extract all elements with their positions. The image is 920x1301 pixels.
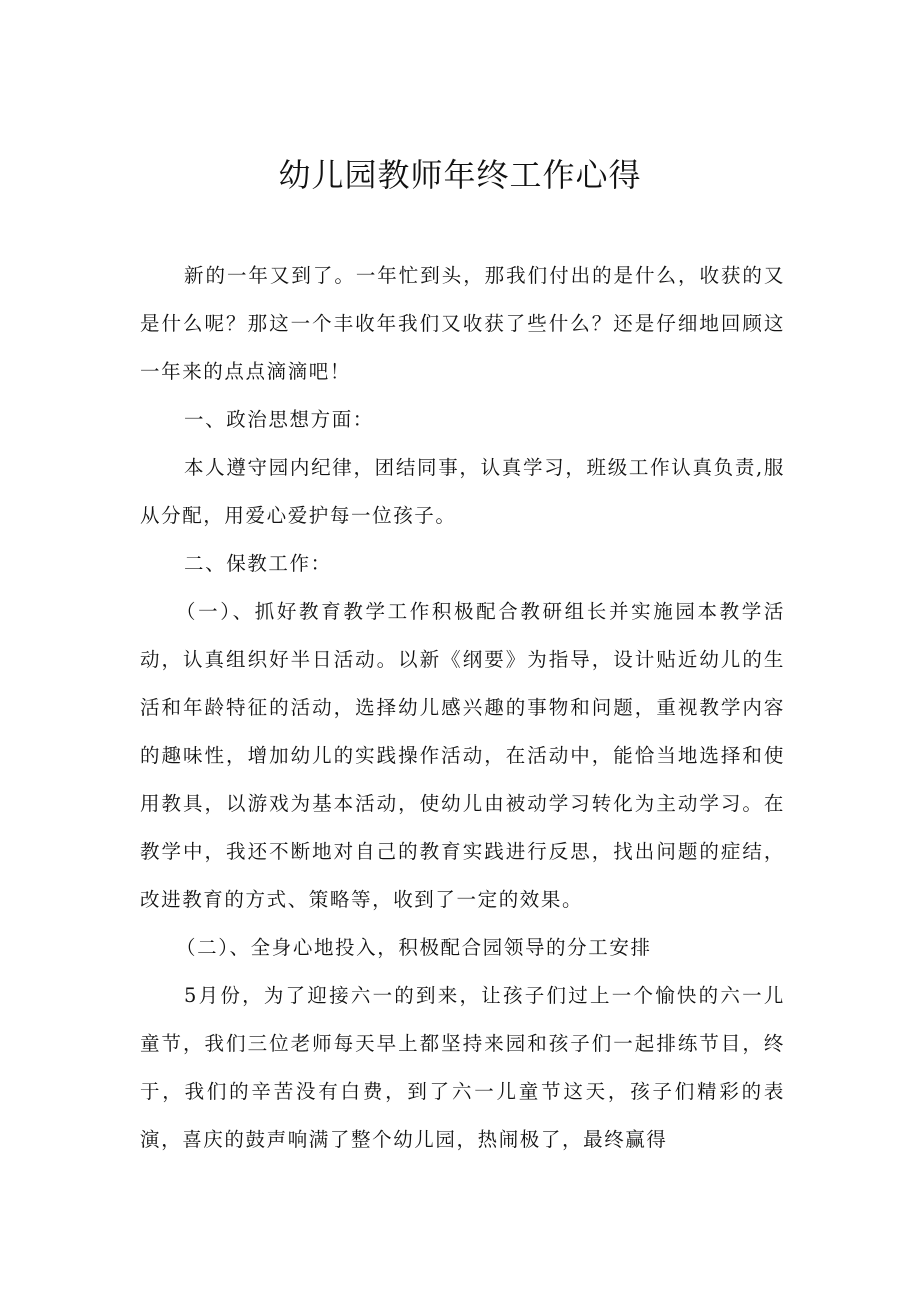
document-title: 幼儿园教师年终工作心得 [278,156,642,194]
paragraph-teaching-section-1: （一）、抓好教育教学工作积极配合教研组长并实施园本教学活动，认真组织好半日活动。以新《纲要》为指导，设计贴近幼儿的生活和年龄特征的活动，选择幼儿感兴趣的事物和问题，重视教学内容的趣味性，增加幼儿的实践操作活动，在活动中，能恰当地选择和使用教具，以游戏为基本活动，使幼儿由被动学习转化为主动学习。在教学中，我还不断地对自己的教育实践进行反思，找出问题的症结，改进教育的方式、策略等，收到了一定的效果。 [140,600,785,911]
heading-political-thought: 一、政治思想方面： [184,408,374,431]
heading-teaching-work: 二、保教工作： [184,552,332,575]
paragraph-intro: 新的一年又到了。一年忙到头，那我们付出的是什么，收获的又是什么呢？那这一个丰收年我们又收获了些什么？还是仔细地回顾这一年来的点点滴滴吧！ [140,264,785,383]
heading-teaching-section-2: （二）、全身心地投入，积极配合园领导的分工安排 [176,936,652,959]
document-body [140,252,785,1164]
paragraph-discipline: 本人遵守园内纪律，团结同事，认真学习，班级工作认真负责,服从分配，用爱心爱护每一位孩子。 [140,456,785,527]
paragraph-childrens-day: 5月份，为了迎接六一的到来，让孩子们过上一个愉快的六一儿童节，我们三位老师每天早上都坚持来园和孩子们一起排练节目，终于，我们的辛苦没有白费，到了六一儿童节这天，孩子们精彩的表演，喜庆的鼓声响满了整个幼儿园，热闹极了，最终赢得 [140,984,785,1151]
